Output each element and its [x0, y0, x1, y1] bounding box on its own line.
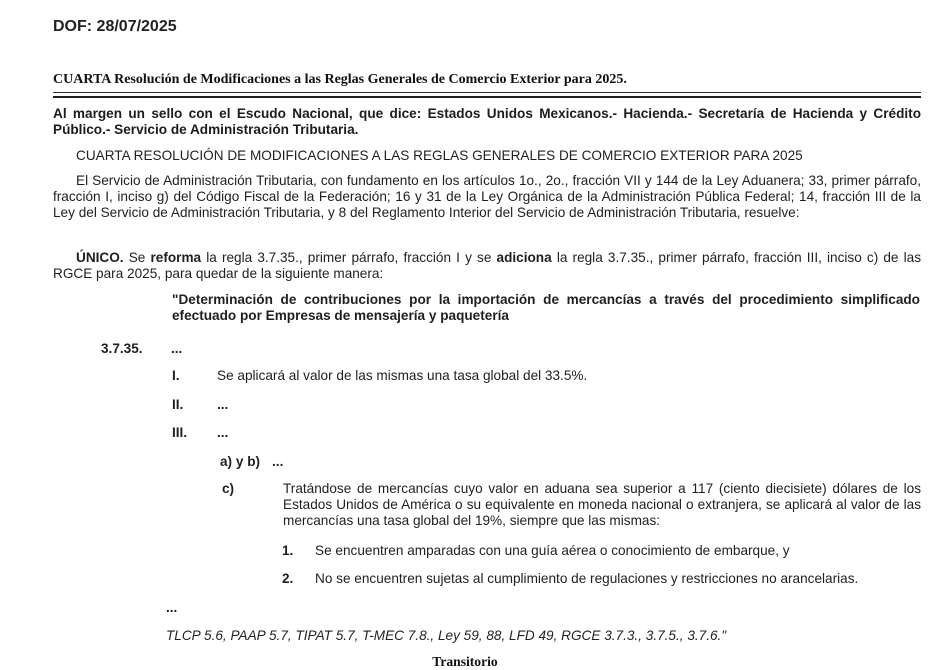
rule-number: 3.7.35. [101, 341, 143, 356]
unico-paragraph [53, 250, 921, 282]
numeral-number: 1. [282, 543, 294, 558]
dof-date: DOF: 28/07/2025 [53, 18, 177, 35]
unico-text-3: la regla 3.7.35., primer párrafo, fracción III, inciso c) de las RGCE para 2025, para quedar de la siguiente manera: [53, 250, 921, 281]
fraction-text: ... [217, 397, 229, 412]
margin-note: Al margen un sello con el Escudo Nacional, que dice: Estados Unidos Mexicanos.- Hacienda.- Secretaría de Hacienda y Crédito Público.- Servicio de Administración Tributaria. [53, 106, 921, 137]
unico-label: ÚNICO. [76, 250, 124, 265]
inciso-c-label: c) [222, 481, 235, 496]
fundamento-paragraph: El Servicio de Administración Tributaria, con fundamento en los artículos 1o., 2o., fracción VII y 144 de la Ley Aduanera; 33, primer párrafo, fracción I, inciso g) del Código Fiscal de la Federación; 16 y 31 de la Ley Orgánica de la Administración Pública Federal; 14, fracción III de la Ley del Servicio de Administración Tributaria, y 8 del Reglamento Interior del Servicio de Administración Tributaria, resuelve: [53, 173, 921, 220]
rule-ellipsis: ... [171, 341, 183, 356]
rule-references: TLCP 5.6, PAAP 5.7, TIPAT 5.7, T-MEC 7.8., Ley 59, 88, LFD 49, RGCE 3.7.3., 3.7.5., 3.7.6." [166, 628, 727, 643]
fraction-number: I. [172, 368, 180, 383]
unico-text-2: la regla 3.7.35., primer párrafo, fracción I y se [201, 250, 497, 265]
fraction-text: Se aplicará al valor de las mismas una tasa global del 33.5%. [217, 368, 588, 383]
closing-ellipsis: ... [166, 600, 178, 615]
numeral-text: No se encuentren sujetas al cumplimiento de regulaciones y restricciones no arancelarias. [315, 571, 859, 586]
resolution-heading: CUARTA RESOLUCIÓN DE MODIFICACIONES A LAS REGLAS GENERALES DE COMERCIO EXTERIOR PARA 2025 [76, 148, 803, 163]
inciso-ab-text: ... [272, 454, 284, 469]
rule-title: "Determinación de contribuciones por la importación de mercancías a través del procedimiento simplificado efectuado por Empresas de mensajería y paquetería [172, 292, 920, 323]
unico-text-1: Se [123, 250, 151, 265]
fraction-number: III. [172, 425, 188, 440]
reforma-word: reforma [150, 250, 202, 265]
transitorio-heading: Transitorio [432, 654, 498, 669]
inciso-ab [220, 454, 283, 470]
fraction-number: II. [172, 397, 184, 412]
fraction-text: ... [217, 425, 229, 440]
numeral-text: Se encuentren amparadas con una guía aérea o conocimiento de embarque, y [315, 543, 790, 558]
title-divider [53, 96, 921, 98]
numeral-number: 2. [282, 571, 294, 586]
adiciona-word: adiciona [496, 250, 552, 265]
inciso-ab-label: a) y b) [220, 454, 261, 469]
inciso-c-text: Tratándose de mercancías cuyo valor en aduana sea superior a 117 (ciento diecisiete) dólares de los Estados Unidos de América o su equivalente en moneda nacional o extranjera, se aplicará al valor de las mercancías una tasa global del 19%, siempre que las mismas: [283, 481, 921, 528]
document-title: CUARTA Resolución de Modificaciones a las Reglas Generales de Comercio Exterior para 2025. [53, 72, 921, 93]
